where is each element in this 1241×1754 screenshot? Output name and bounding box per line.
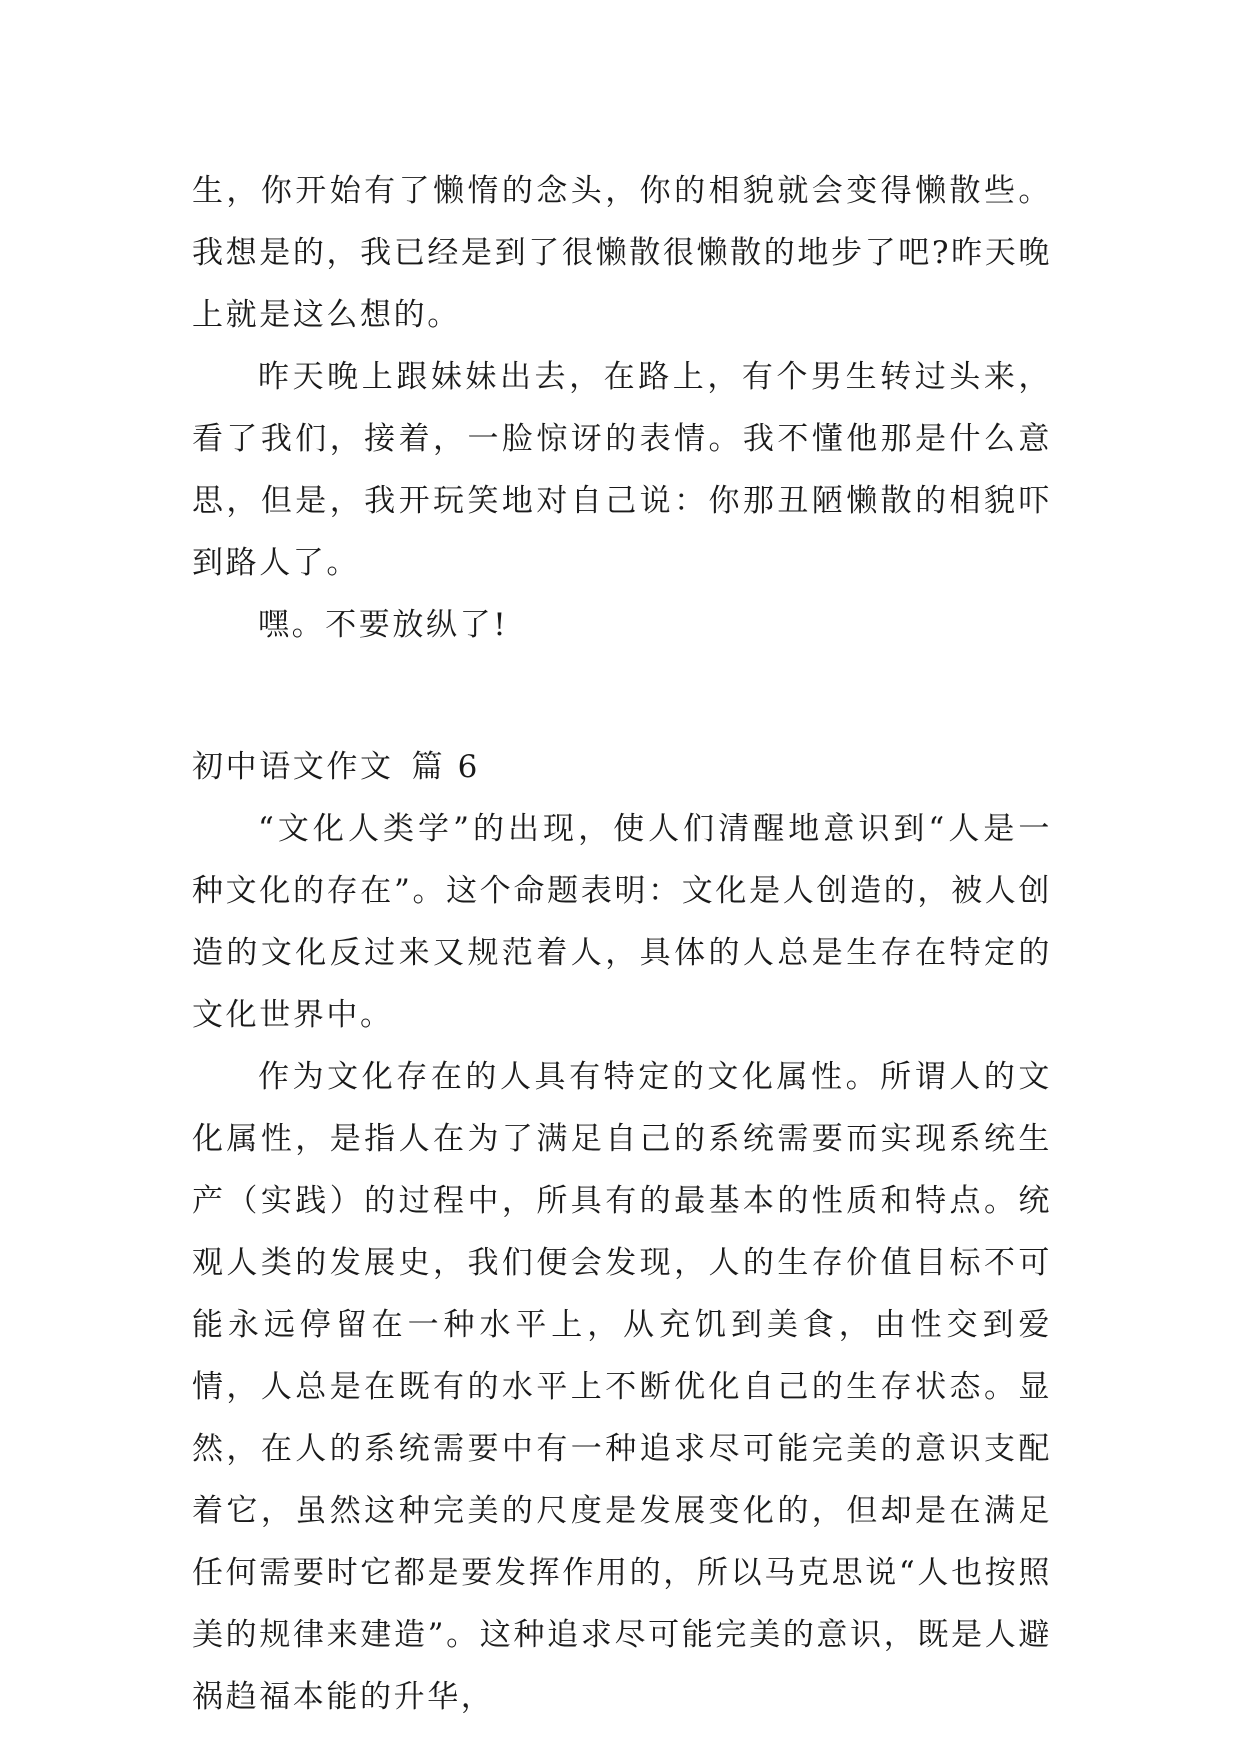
paragraph-cultural-attributes: 作为文化存在的人具有特定的文化属性。所谓人的文化属性，是指人在为了满足自己的系统需要而实现系统生产（实践）的过程中，所具有的最基本的性质和特点。统观人类的发展史，我们便会发现，人的生存价值目标不可能永远停留在一种水平上，从充饥到美食，由性交到爱情，人总是在既有的水平上不断优化自己的生存状态。显然，在人的系统需要中有一种追求尽可能完美的意识支配着它，虽然这种完美的尺度是发展变化的，但却是在满足任何需要时它都是要发挥作用的，所以马克思说“人也按照美的规律来建造”。这种追求尽可能完美的意识，既是人避祸趋福本能的升华，	[192, 1059, 1052, 1715]
essay-heading	[192, 736, 1052, 798]
essay-heading-title: 初中语文作文	[192, 749, 394, 785]
paragraph-last-night: 昨天晚上跟妹妹出去，在路上，有个男生转过头来，看了我们，接着，一脸惊讶的表情。我不懂他那是什么意思，但是，我开玩笑地对自己说：你那丑陋懒散的相貌吓到路人了。	[192, 359, 1052, 581]
essay-heading-number: 篇 6	[411, 749, 480, 785]
paragraph-cultural-anthropology: “文化人类学”的出现，使人们清醒地意识到“人是一种文化的存在”。这个命题表明：文化是人创造的，被人创造的文化反过来又规范着人，具体的人总是生存在特定的文化世界中。	[192, 811, 1052, 1033]
paragraph-continuation: 生，你开始有了懒惰的念头，你的相貌就会变得懒散些。我想是的，我已经是到了很懒散很懒散的地步了吧?昨天晚上就是这么想的。	[192, 173, 1052, 333]
document-page	[192, 160, 1052, 1728]
paragraph-exclamation: 嘿。不要放纵了!	[258, 607, 509, 643]
